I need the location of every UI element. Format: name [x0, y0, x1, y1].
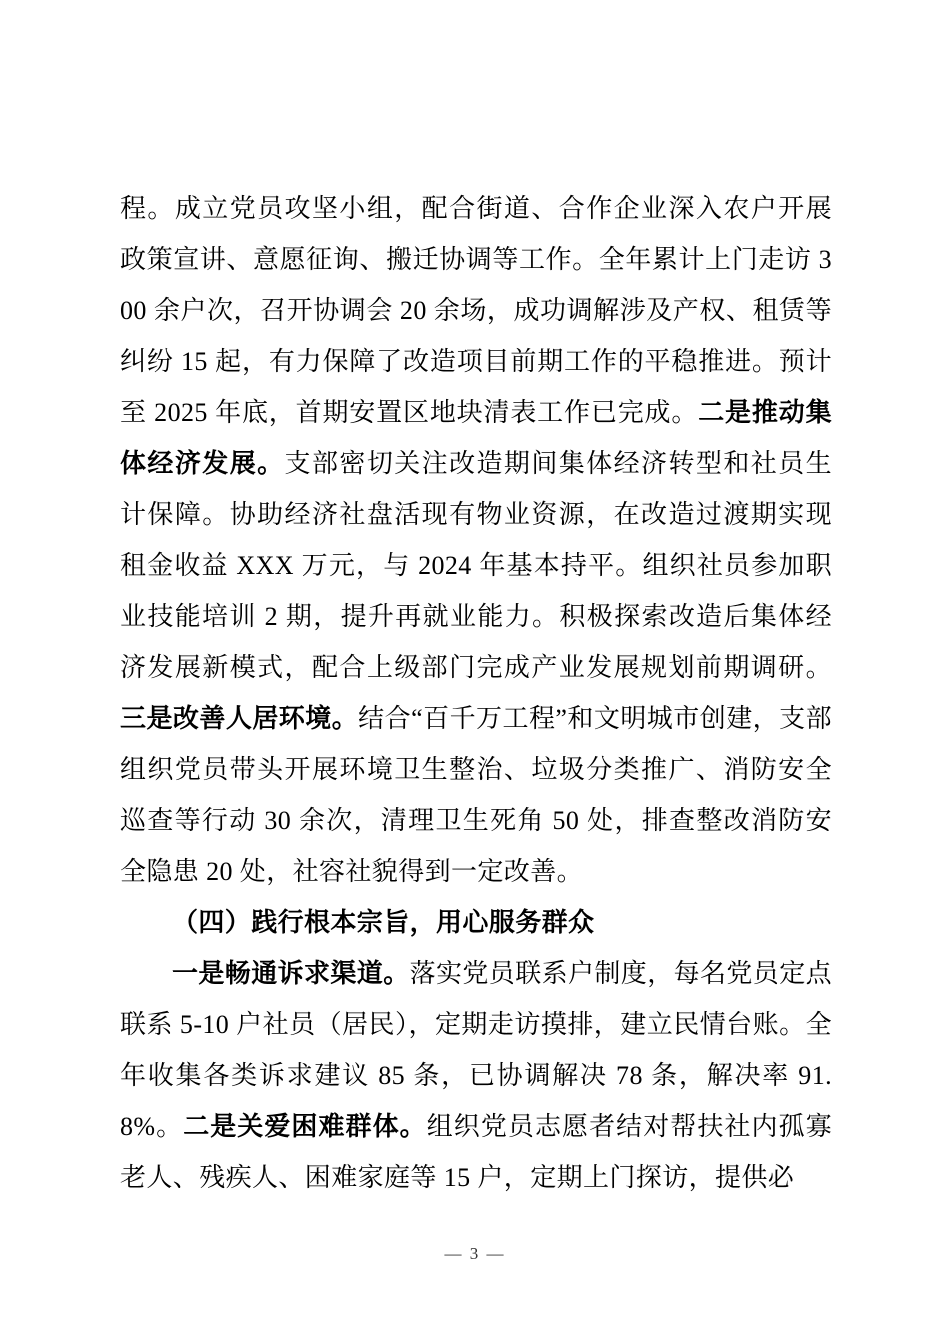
emphasis-run: 三是改善人居环境。: [120, 703, 359, 733]
emphasis-run: 二是关爱困难群体。: [183, 1111, 427, 1141]
emphasis-run: （四）践行根本宗旨，用心服务群众: [172, 907, 595, 937]
document-body: [120, 183, 832, 1203]
emphasis-run: 二是推动集体经济发展。: [120, 397, 832, 478]
text-run: 程。成立党员攻坚小组，配合街道、合作企业深入农户开展政策宣讲、意愿征询、搬迁协调等工作。全年累计上门走访 300 余户次，召开协调会 20 余场，成功调解涉及产权、租赁等纠纷 15 起，有力保障了改造项目前期工作的平稳推进。预计至 2025 年底，首期安置区地块清表工作已完成。: [120, 194, 832, 427]
paragraph: [120, 948, 832, 1203]
text-run: 结合“百千万工程”和文明城市创建，支部组织党员带头开展环境卫生整治、垃圾分类推广、消防安全巡查等行动 30 余次，清理卫生死角 50 处，排查整改消防安全隐患 20 处，社容社貌得到一定改善。: [120, 704, 832, 886]
paragraph-continuation: [120, 183, 832, 897]
text-run: 组织党员志愿者结对帮扶社内孤寡老人、残疾人、困难家庭等 15 户，定期上门探访，提供必: [120, 1112, 832, 1192]
text-run: 支部密切关注改造期间集体经济转型和社员生计保障。协助经济社盘活现有物业资源，在改造过渡期实现租金收益 XXX 万元，与 2024 年基本持平。组织社员参加职业技能培训 2 期，提升再就业能力。积极探索改造后集体经济发展新模式，配合上级部门完成产业发展规划前期调研。: [120, 449, 832, 682]
text-run: 落实党员联系户制度，每名党员定点联系 5-10 户社员（居民），定期走访摸排，建立民情台账。全年收集各类诉求建议 85 条，已协调解决 78 条，解决率 91.8%。: [120, 959, 833, 1141]
emphasis-run: 一是畅通诉求渠道。: [172, 958, 410, 988]
page-number: — 3 —: [444, 1244, 506, 1263]
section-heading: [120, 897, 832, 948]
